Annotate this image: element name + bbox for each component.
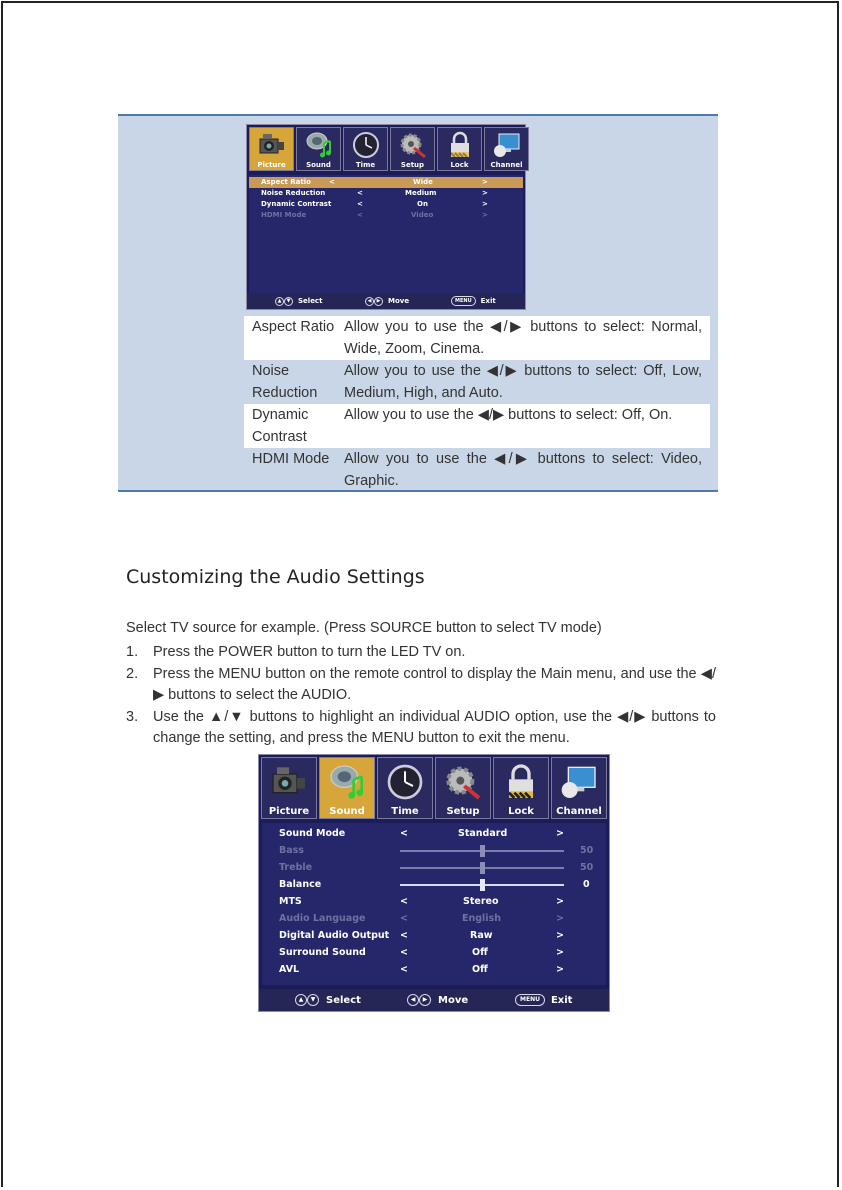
table-row	[244, 404, 710, 448]
menu-row-bass	[262, 842, 606, 859]
menu-footer	[247, 293, 525, 309]
option-name: HDMI Mode	[252, 451, 330, 467]
gear-wrench-icon	[443, 762, 483, 802]
lock-icon	[445, 131, 475, 159]
steps-list	[126, 642, 716, 750]
footer-move	[365, 297, 409, 306]
row-value: 50	[580, 845, 594, 856]
row-label: Surround Sound	[279, 947, 366, 958]
tab-setup[interactable]	[435, 757, 491, 819]
tab-label: Lock	[508, 806, 534, 817]
row-value: Raw	[470, 930, 493, 941]
row-label: Treble	[279, 862, 313, 873]
sound-menu-body	[262, 823, 606, 985]
row-label: Aspect Ratio	[261, 178, 311, 186]
row-label: MTS	[279, 896, 302, 907]
menu-tabs	[249, 127, 531, 171]
footer-label: Move	[388, 297, 410, 305]
menu-row-audio-language	[262, 910, 606, 927]
row-value: Medium	[405, 189, 437, 197]
footer-label: Move	[438, 994, 469, 1006]
menu-row-noise-reduction[interactable]	[249, 188, 523, 199]
picture-menu-body	[249, 175, 523, 293]
up-key-icon: ▲	[295, 994, 307, 1006]
tab-time[interactable]	[343, 127, 388, 171]
step-number: 2.	[126, 665, 139, 682]
footer-label: Select	[298, 297, 323, 305]
menu-row-balance[interactable]	[262, 876, 606, 893]
right-key-icon: ▶	[374, 297, 383, 306]
menu-row-treble	[262, 859, 606, 876]
tab-sound[interactable]	[296, 127, 341, 171]
row-value: Off	[472, 947, 488, 958]
slider-knob	[480, 845, 485, 857]
tab-sound[interactable]	[319, 757, 375, 819]
list-item	[126, 707, 716, 750]
tab-channel[interactable]	[551, 757, 607, 819]
option-name: Dynamic Contrast	[244, 404, 344, 448]
picture-menu-screenshot	[246, 124, 526, 310]
down-key-icon: ▼	[307, 994, 319, 1006]
row-value: Standard	[458, 828, 508, 839]
row-label: Bass	[279, 845, 304, 856]
tab-label: Setup	[446, 806, 480, 817]
tab-label: Picture	[268, 806, 310, 817]
left-arrow-icon: <	[357, 211, 363, 219]
balance-slider[interactable]	[400, 884, 564, 886]
left-arrow-icon: <	[357, 200, 363, 208]
footer-exit	[515, 994, 572, 1006]
tab-lock[interactable]	[493, 757, 549, 819]
picture-options-table	[244, 316, 710, 492]
clock-icon	[351, 131, 381, 159]
footer-label: Exit	[550, 994, 573, 1006]
row-label: Audio Language	[279, 913, 366, 924]
step-number: 1.	[126, 644, 139, 660]
left-arrow-icon: <	[400, 947, 408, 958]
menu-row-mts[interactable]	[262, 893, 606, 910]
camera-icon	[257, 131, 287, 159]
gear-wrench-icon	[398, 131, 428, 159]
row-label: Dynamic Contrast	[261, 200, 332, 208]
row-value: On	[417, 200, 428, 208]
row-label: Digital Audio Output	[279, 930, 390, 941]
tab-label: Channel	[490, 161, 523, 169]
left-arrow-icon: <	[400, 828, 408, 839]
row-value: Wide	[413, 178, 433, 186]
menu-row-aspect-ratio[interactable]	[249, 177, 523, 188]
right-arrow-icon: >	[556, 930, 564, 941]
menu-footer	[259, 989, 609, 1011]
intro-text: Select TV source for example. (Press SOURCE button to select TV mode)	[126, 620, 602, 636]
left-key-icon: ◀	[365, 297, 374, 306]
right-key-icon: ▶	[419, 994, 431, 1006]
list-item	[126, 664, 716, 707]
step-text: Use the ▲/▼ buttons to highlight an individual AUDIO option, use the ◀/▶ buttons to change the setting, and press the MENU button to exit the menu.	[153, 708, 716, 746]
left-arrow-icon: <	[329, 178, 335, 186]
section-title: Customizing the Audio Settings	[126, 566, 425, 588]
left-arrow-icon: <	[400, 913, 408, 924]
option-name: Noise Reduction	[252, 363, 318, 401]
option-description: Allow you to use the ◀/▶ buttons to select: Video, Graphic.	[344, 451, 702, 489]
row-label: Noise Reduction	[261, 189, 326, 197]
right-arrow-icon: >	[482, 178, 488, 186]
row-value: 50	[580, 862, 594, 873]
monitor-icon	[559, 762, 599, 802]
right-arrow-icon: >	[556, 964, 564, 975]
row-value: 0	[583, 879, 590, 890]
footer-move	[407, 994, 468, 1006]
right-arrow-icon: >	[556, 947, 564, 958]
footer-label: Select	[326, 994, 361, 1006]
menu-row-digital-audio-output[interactable]	[262, 927, 606, 944]
tab-label: Sound	[306, 161, 331, 169]
table-row	[244, 448, 710, 492]
menu-row-hdmi-mode	[249, 210, 523, 221]
up-key-icon: ▲	[275, 297, 284, 306]
camera-icon	[269, 762, 309, 802]
row-label: HDMI Mode	[261, 211, 307, 219]
right-arrow-icon: >	[556, 828, 564, 839]
sound-menu-screenshot	[258, 754, 610, 1012]
row-label: AVL	[279, 964, 300, 975]
slider-knob	[480, 862, 485, 874]
tab-picture[interactable]	[249, 127, 294, 171]
tab-label: Channel	[556, 806, 602, 817]
menu-row-dynamic-contrast[interactable]	[249, 199, 523, 210]
right-arrow-icon: >	[556, 913, 564, 924]
lock-icon	[501, 762, 541, 802]
option-description: Allow you to use the ◀/▶ buttons to select: Off, On.	[344, 404, 710, 448]
tab-time[interactable]	[377, 757, 433, 819]
tab-picture[interactable]	[261, 757, 317, 819]
footer-label: Exit	[480, 297, 496, 305]
down-key-icon: ▼	[284, 297, 293, 306]
tab-lock[interactable]	[437, 127, 482, 171]
right-arrow-icon: >	[556, 896, 564, 907]
row-value: Off	[472, 964, 488, 975]
footer-exit	[451, 296, 496, 306]
clock-icon	[385, 762, 425, 802]
right-arrow-icon: >	[482, 200, 488, 208]
picture-settings-panel	[118, 114, 718, 492]
step-text: Press the POWER button to turn the LED TV on.	[153, 644, 466, 660]
right-arrow-icon: >	[482, 211, 488, 219]
option-name: Aspect Ratio	[244, 316, 344, 360]
row-value: Stereo	[463, 896, 499, 907]
list-item	[126, 642, 716, 664]
tab-channel[interactable]	[484, 127, 529, 171]
treble-slider	[400, 867, 564, 869]
slider-knob[interactable]	[480, 879, 485, 891]
menu-row-avl[interactable]	[262, 961, 606, 978]
left-arrow-icon: <	[357, 189, 363, 197]
tab-label: Time	[391, 806, 419, 817]
row-value: Video	[411, 211, 434, 219]
step-text: Press the MENU button on the remote control to display the Main menu, and use the ◀/▶ buttons to select the AUDIO.	[153, 665, 716, 703]
left-arrow-icon: <	[400, 930, 408, 941]
table-row	[244, 316, 710, 360]
row-label: Balance	[279, 879, 322, 890]
footer-select	[275, 297, 322, 306]
left-arrow-icon: <	[400, 964, 408, 975]
tab-setup[interactable]	[390, 127, 435, 171]
tab-label: Sound	[329, 806, 365, 817]
menu-tabs	[261, 757, 609, 819]
option-description: Allow you to use the ◀/▶ buttons to select: Normal, Wide, Zoom, Cinema.	[344, 316, 710, 360]
right-arrow-icon: >	[482, 189, 488, 197]
tab-label: Picture	[257, 161, 286, 169]
speaker-music-icon	[327, 762, 367, 802]
tab-label: Lock	[450, 161, 469, 169]
bass-slider	[400, 850, 564, 852]
step-number: 3.	[126, 708, 139, 725]
menu-row-surround-sound[interactable]	[262, 944, 606, 961]
speaker-music-icon	[304, 131, 334, 159]
menu-key-icon: MENU	[451, 296, 476, 306]
menu-key-icon: MENU	[515, 994, 545, 1006]
option-description: Allow you to use the ◀/▶ buttons to select: Off, Low, Medium, High, and Auto.	[344, 363, 702, 401]
row-label: Sound Mode	[279, 828, 346, 839]
tab-label: Time	[355, 161, 376, 169]
footer-select	[295, 994, 361, 1006]
left-arrow-icon: <	[400, 896, 408, 907]
table-row	[244, 360, 710, 404]
row-value: English	[462, 913, 501, 924]
tab-label: Setup	[400, 161, 425, 169]
left-key-icon: ◀	[407, 994, 419, 1006]
monitor-icon	[492, 131, 522, 159]
menu-row-sound-mode[interactable]	[262, 825, 606, 842]
